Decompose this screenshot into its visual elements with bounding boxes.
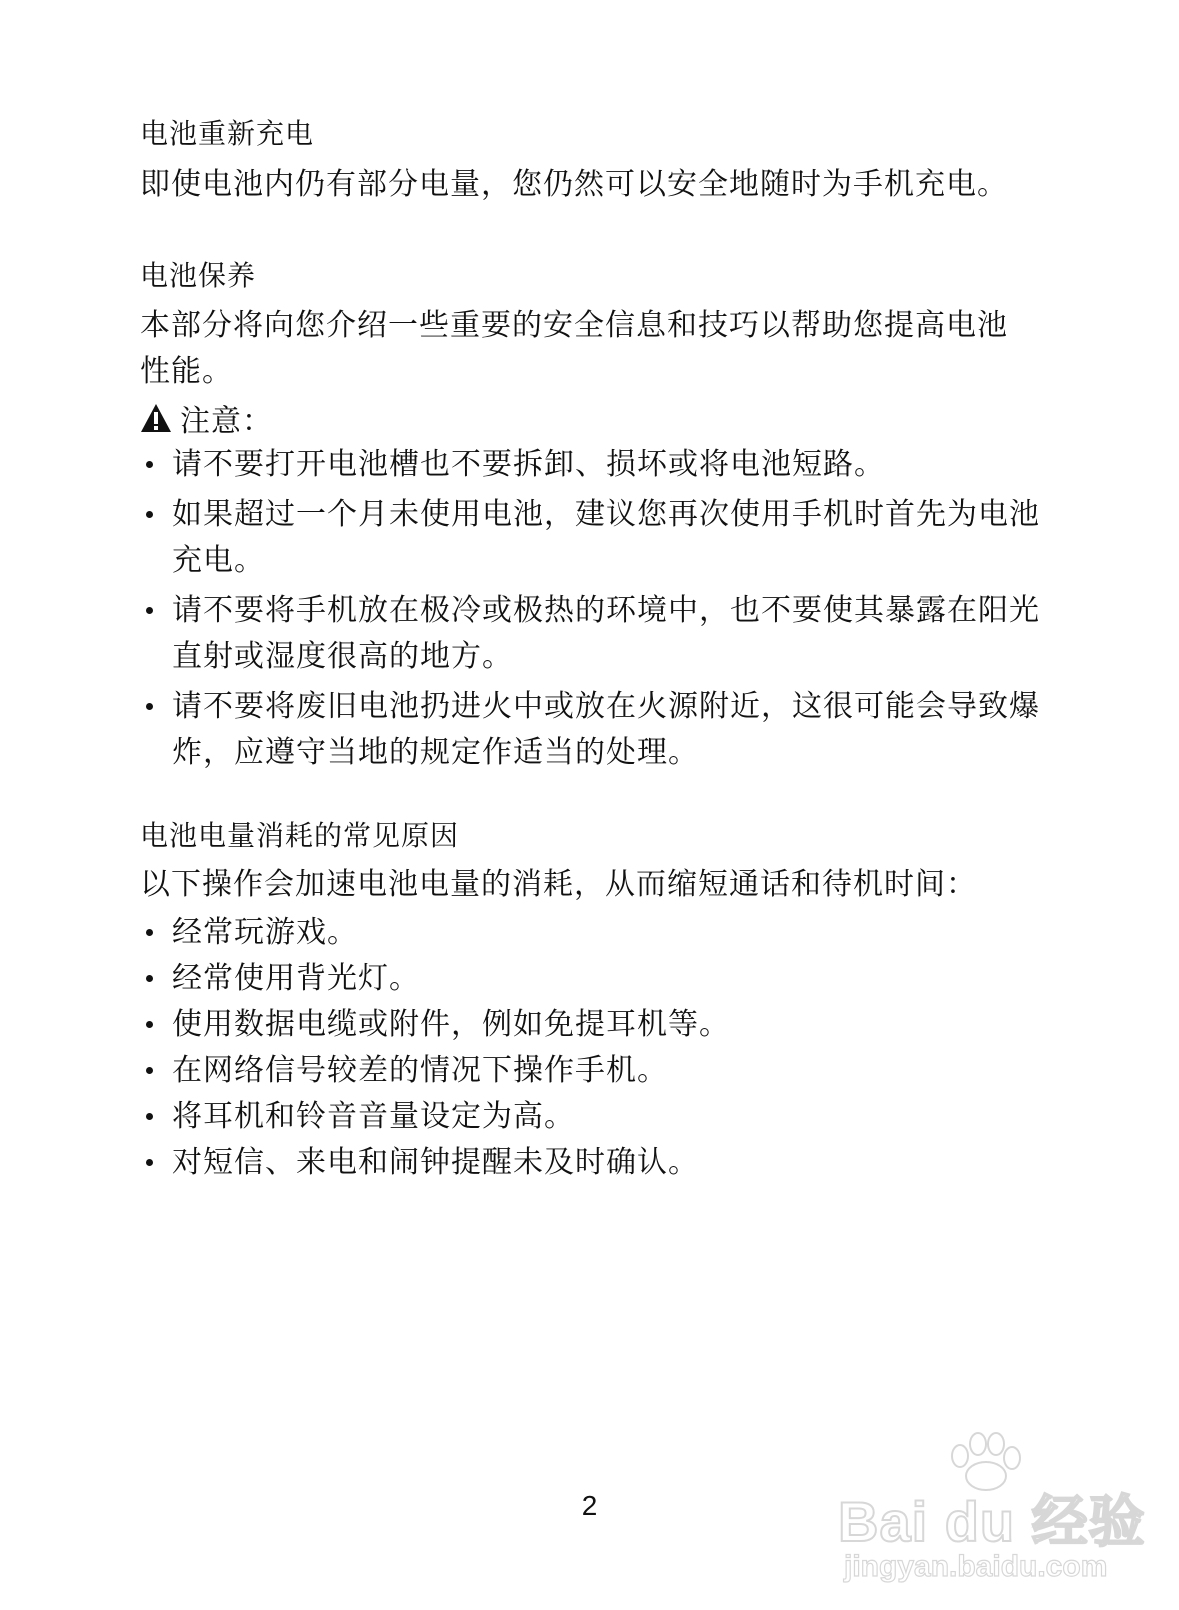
section-title-drain: 电池电量消耗的常见原因 — [140, 819, 460, 852]
bullet-dot — [146, 1113, 153, 1120]
warning-icon — [140, 403, 172, 433]
list-item: 经常玩游戏。 — [140, 910, 1050, 956]
caution-label: 注意： — [180, 404, 273, 439]
bullet-dot — [146, 703, 153, 710]
section-title-recharge: 电池重新充电 — [140, 117, 315, 150]
bullet-dot — [146, 607, 153, 614]
list-item: 请不要打开电池槽也不要拆卸、损坏或将电池短路。 — [140, 442, 1050, 488]
watermark-url: jingyan.baidu.com — [844, 1550, 1108, 1583]
drain-bullet-list — [140, 910, 1050, 1186]
bullet-dot — [146, 975, 153, 982]
list-item: 如果超过一个月未使用电池，建议您再次使用手机时首先为电池充电。 — [140, 492, 1050, 584]
list-item: 在网络信号较差的情况下操作手机。 — [140, 1048, 1050, 1094]
baidu-watermark — [838, 1432, 1146, 1592]
bullet-dot — [146, 1067, 153, 1074]
bullet-dot — [146, 1021, 153, 1028]
list-item: 对短信、来电和闹钟提醒未及时确认。 — [140, 1140, 1050, 1186]
list-item: 将耳机和铃音音量设定为高。 — [140, 1094, 1050, 1140]
bullet-dot — [146, 929, 153, 936]
list-item: 使用数据电缆或附件，例如免提耳机等。 — [140, 1002, 1050, 1048]
care-intro: 本部分将向您介绍一些重要的安全信息和技巧以帮助您提高电池性能。 — [140, 308, 1008, 389]
list-item: 请不要将手机放在极冷或极热的环境中，也不要使其暴露在阳光直射或湿度很高的地方。 — [140, 588, 1050, 680]
bullet-dot — [146, 461, 153, 468]
list-item: 经常使用背光灯。 — [140, 956, 1050, 1002]
section-title-care: 电池保养 — [140, 259, 257, 292]
list-item: 请不要将废旧电池扔进火中或放在火源附近，这很可能会导致爆炸，应遵守当地的规定作适当的处理。 — [140, 684, 1050, 776]
page-number: 2 — [581, 1490, 598, 1521]
caution-note — [140, 396, 273, 440]
recharge-body: 即使电池内仍有部分电量，您仍然可以安全地随时为手机充电。 — [140, 167, 1008, 202]
bullet-dot — [146, 1159, 153, 1166]
drain-intro: 以下操作会加速电池电量的消耗，从而缩短通话和待机时间： — [140, 867, 977, 902]
bullet-dot — [146, 511, 153, 518]
watermark-brand: Bai du 经验 — [838, 1490, 1146, 1553]
care-bullet-list — [140, 442, 1050, 780]
